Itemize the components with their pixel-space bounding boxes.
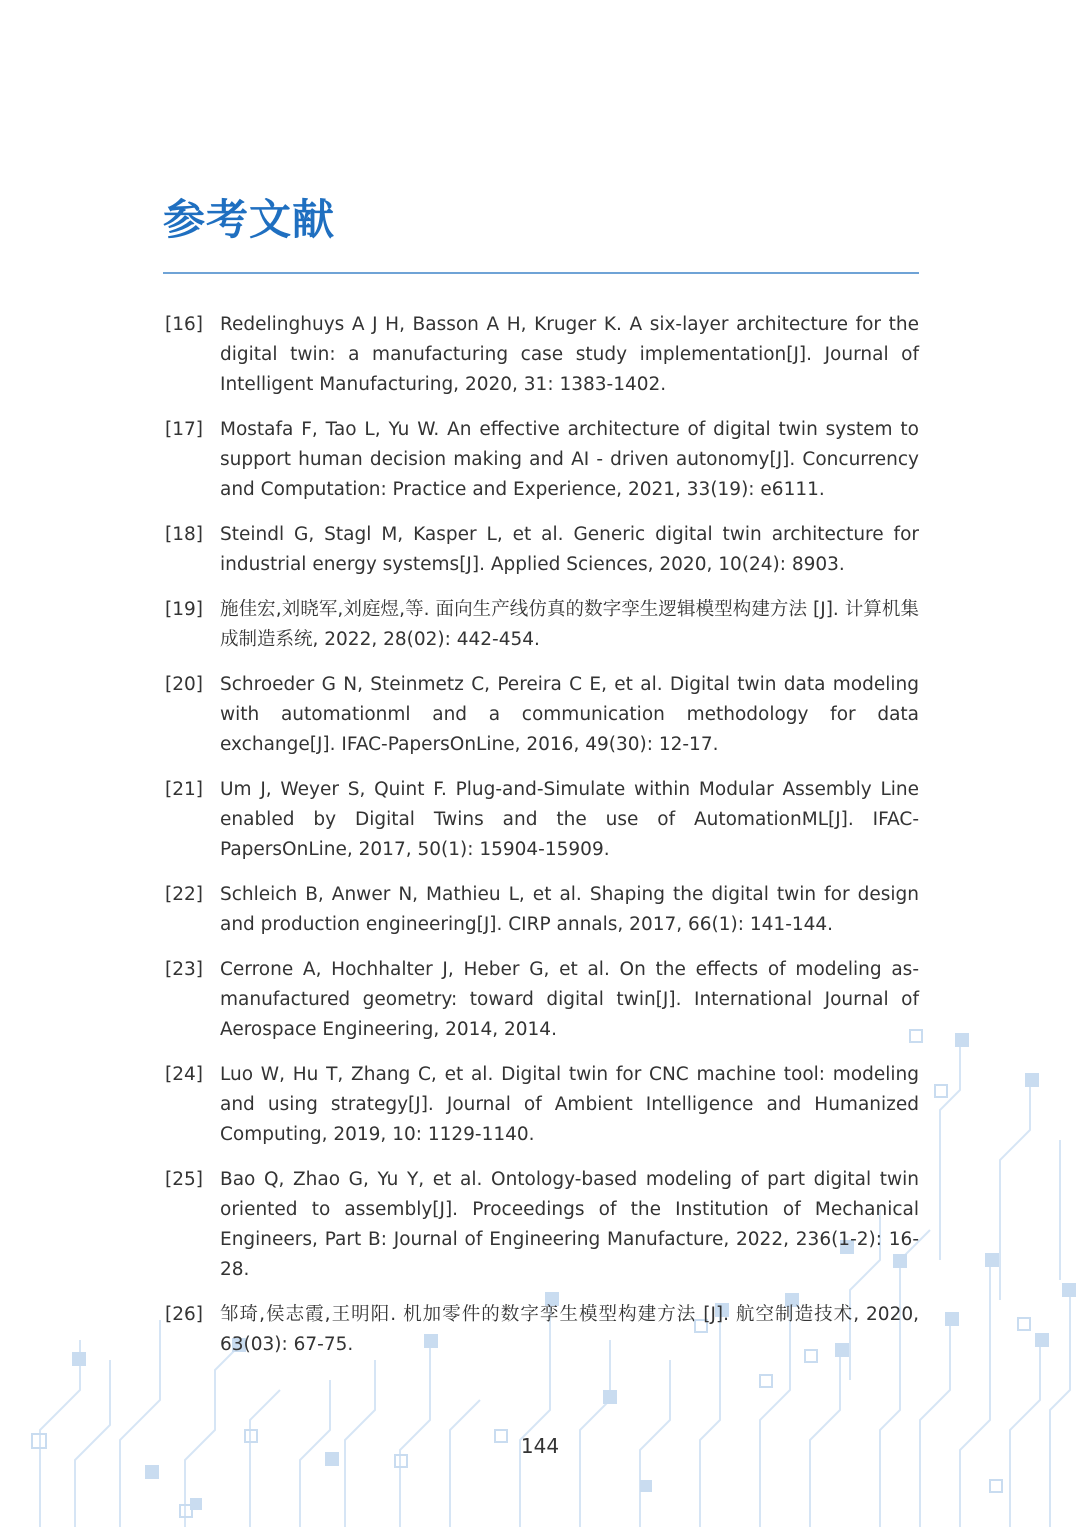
reference-number: [19] xyxy=(165,599,203,620)
title-divider xyxy=(163,272,919,274)
reference-text: 邹琦,侯志霞,王明阳. 机加零件的数字孪生模型构建方法 [J]. 航空制造技术, 2020, 63(03): 67-75. xyxy=(220,1304,919,1355)
reference-text: Steindl G, Stagl M, Kasper L, et al. Generic digital twin architecture for industrial energy systems[J]. Applied Sciences, 2020, 10(24): 8903. xyxy=(220,524,919,575)
reference-text: Um J, Weyer S, Quint F. Plug-and-Simulate within Modular Assembly Line enabled by Digital Twins and the use of AutomationML[J]. IFAC-PapersOnLine, 2017, 50(1): 15904-15909. xyxy=(220,779,919,860)
reference-item xyxy=(163,880,919,940)
reference-text: 施佳宏,刘晓军,刘庭煜,等. 面向生产线仿真的数字孪生逻辑模型构建方法 [J]. 计算机集成制造系统, 2022, 28(02): 442-454. xyxy=(220,599,919,650)
reference-text: Schroeder G N, Steinmetz C, Pereira C E, et al. Digital twin data modeling with automationml and a communication methodology for data exchange[J]. IFAC-PapersOnLine, 2016, 49(30): 12-17. xyxy=(220,674,919,755)
reference-text: Mostafa F, Tao L, Yu W. An effective architecture of digital twin system to support human decision making and AI - driven autonomy[J]. Concurrency and Computation: Practice and Experience, 2021, 33(19): e6111. xyxy=(220,419,919,500)
reference-number: [22] xyxy=(165,884,203,905)
reference-item xyxy=(163,1300,919,1360)
reference-number: [26] xyxy=(165,1304,203,1325)
page-number: 144 xyxy=(520,1434,560,1458)
reference-number: [20] xyxy=(165,674,203,695)
reference-list xyxy=(163,310,919,1375)
reference-text: Luo W, Hu T, Zhang C, et al. Digital twin for CNC machine tool: modeling and using strategy[J]. Journal of Ambient Intelligence and Humanized Computing, 2019, 10: 1129-1140. xyxy=(220,1064,919,1145)
reference-number: [25] xyxy=(165,1169,203,1190)
reference-text: Bao Q, Zhao G, Yu Y, et al. Ontology-based modeling of part digital twin oriented to assembly[J]. Proceedings of the Institution of Mechanical Engineers, Part B: Journal of Engineering Manufacture, 2022, 236(1-2): 16-28. xyxy=(220,1169,919,1280)
reference-item xyxy=(163,520,919,580)
reference-item xyxy=(163,310,919,400)
reference-number: [24] xyxy=(165,1064,203,1085)
reference-number: [16] xyxy=(165,314,203,335)
reference-item xyxy=(163,1165,919,1285)
reference-number: [17] xyxy=(165,419,203,440)
reference-item xyxy=(163,595,919,655)
reference-item xyxy=(163,415,919,505)
reference-item xyxy=(163,670,919,760)
reference-text: Schleich B, Anwer N, Mathieu L, et al. Shaping the digital twin for design and production engineering[J]. CIRP annals, 2017, 66(1): 141-144. xyxy=(220,884,919,935)
reference-number: [23] xyxy=(165,959,203,980)
reference-text: Redelinghuys A J H, Basson A H, Kruger K. A six-layer architecture for the digital twin: a manufacturing case study implementation[J]. Journal of Intelligent Manufacturing, 2020, 31: 1383-1402. xyxy=(220,314,919,395)
reference-item xyxy=(163,775,919,865)
reference-item xyxy=(163,1060,919,1150)
page-title: 参考文献 xyxy=(163,195,336,244)
reference-number: [18] xyxy=(165,524,203,545)
reference-text: Cerrone A, Hochhalter J, Heber G, et al. On the effects of modeling as-manufactured geometry: toward digital twin[J]. International Journal of Aerospace Engineering, 2014, 2014. xyxy=(220,959,919,1040)
reference-number: [21] xyxy=(165,779,203,800)
reference-item xyxy=(163,955,919,1045)
